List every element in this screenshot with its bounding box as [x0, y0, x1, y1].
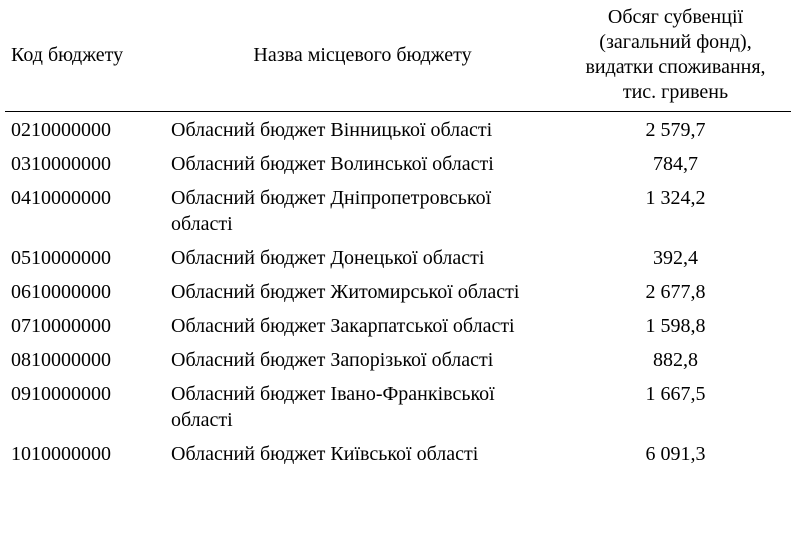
subvention-amount-cell: 6 091,3 — [645, 443, 706, 465]
budget-name-cell: Обласний бюджет Житомирської області — [171, 281, 520, 303]
budget-code-cell: 0310000000 — [11, 153, 111, 175]
table-row — [5, 342, 791, 376]
header-budget-code: Код бюджету — [5, 0, 165, 112]
budget-code-cell: 0710000000 — [11, 315, 111, 337]
table-body — [5, 112, 791, 471]
subvention-amount-cell: 882,8 — [653, 349, 698, 371]
budget-name-cell: Обласний бюджет Волинської області — [171, 153, 494, 175]
subvention-amount-cell: 2 677,8 — [645, 281, 706, 303]
budget-code-cell: 0210000000 — [11, 119, 111, 141]
table-row — [5, 274, 791, 308]
header-amount-line: Обсяг субвенції — [607, 6, 744, 28]
subvention-amount-cell: 1 598,8 — [645, 315, 706, 337]
budget-name-cell: Обласний бюджет Вінницької області — [171, 119, 493, 141]
budget-code-cell: 0510000000 — [11, 247, 111, 269]
table-row — [5, 112, 791, 147]
table-header — [5, 0, 791, 112]
budget-code-cell: 0610000000 — [11, 281, 111, 303]
subvention-amount-cell: 2 579,7 — [645, 119, 706, 141]
budget-subvention-table — [5, 0, 791, 470]
header-amount-line: тис. гривень — [622, 81, 729, 103]
budget-name-cell: Обласний бюджет Запорізької області — [171, 349, 494, 371]
budget-name-cell: Обласний бюджет Дніпропетровської області — [171, 187, 492, 235]
header-amount-line: видатки споживання, — [585, 56, 766, 78]
budget-name-cell: Обласний бюджет Київської області — [171, 443, 479, 465]
header-amount-line: (загальний фонд), — [599, 31, 752, 53]
table-row — [5, 376, 791, 436]
header-subvention-amount — [560, 0, 791, 112]
budget-name-cell: Обласний бюджет Івано-Франківської області — [171, 383, 495, 431]
header-budget-name: Назва місцевого бюджету — [165, 0, 560, 112]
table-row — [5, 240, 791, 274]
budget-name-cell: Обласний бюджет Закарпатської області — [171, 315, 515, 337]
subvention-amount-cell: 1 667,5 — [645, 383, 706, 405]
budget-code-cell: 0410000000 — [11, 187, 111, 209]
subvention-amount-cell: 1 324,2 — [645, 187, 706, 209]
table-row — [5, 436, 791, 470]
budget-code-cell: 0910000000 — [11, 383, 111, 405]
header-row — [5, 0, 791, 112]
budget-code-cell: 0810000000 — [11, 349, 111, 371]
table-row — [5, 308, 791, 342]
subvention-amount-cell: 392,4 — [653, 247, 698, 269]
table-row — [5, 180, 791, 240]
budget-code-cell: 1010000000 — [11, 443, 111, 465]
table-row — [5, 146, 791, 180]
subvention-amount-cell: 784,7 — [653, 153, 698, 175]
budget-name-cell: Обласний бюджет Донецької області — [171, 247, 485, 269]
